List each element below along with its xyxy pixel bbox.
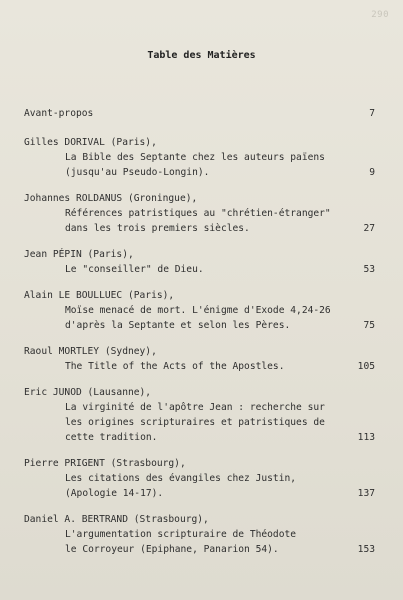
toc-entry-description-line: La virginité de l'apôtre Jean : recherche sur: [65, 402, 325, 413]
toc-entry: [24, 191, 375, 236]
toc-entry: [24, 456, 375, 501]
toc-entry-description-line: Références patristiques au "chrétien-étranger": [65, 208, 331, 219]
toc-entry-page-number: 27: [363, 223, 375, 234]
toc-entry-author: Jean PÉPIN (Paris),: [24, 249, 134, 260]
toc-entry-description-line: le Corroyeur (Epiphane, Panarion 54).: [65, 544, 279, 555]
toc-entry-author: Pierre PRIGENT (Strasbourg),: [24, 458, 186, 469]
toc-entry-description-line: (Apologie 14-17).: [65, 488, 164, 499]
toc-entry-page-number: 75: [363, 320, 375, 331]
toc-entry-author: Eric JUNOD (Lausanne),: [24, 387, 152, 398]
toc-entry-author: Johannes ROLDANUS (Groningue),: [24, 193, 198, 204]
toc-entry-page-number: 137: [357, 488, 375, 499]
toc-entry-author: Alain LE BOULLUEC (Paris),: [24, 290, 175, 301]
toc-entry-page-number: 113: [357, 432, 375, 443]
toc-entry: [24, 106, 375, 121]
toc-entry-description-line: Moïse menacé de mort. L'énigme d'Exode 4,24-26: [65, 305, 331, 316]
toc-entry: [24, 135, 375, 180]
toc-entry-page-number: 9: [369, 167, 375, 178]
toc-entry: [24, 385, 375, 445]
toc-entry-description-line: dans les trois premiers siècles.: [65, 223, 250, 234]
toc-entry-page-number: 7: [369, 108, 375, 119]
toc-entry-title: Avant-propos: [24, 108, 94, 119]
toc-entry-description-line: Le "conseiller" de Dieu.: [65, 264, 204, 275]
toc-entry-description-line: les origines scripturaires et patristiques de: [65, 417, 325, 428]
toc-entry-page-number: 105: [357, 361, 375, 372]
toc-entry-description-line: cette tradition.: [65, 432, 158, 443]
toc-entry-author: Gilles DORIVAL (Paris),: [24, 137, 157, 148]
toc-entry-description-line: Les citations des évangiles chez Justin,: [65, 473, 297, 484]
toc-entry: [24, 288, 375, 333]
header-page-number: 290: [371, 10, 389, 20]
toc-entry-author: Raoul MORTLEY (Sydney),: [24, 346, 157, 357]
toc-entry-author: Daniel A. BERTRAND (Strasbourg),: [24, 514, 209, 525]
table-of-contents: [24, 106, 375, 568]
toc-entry-page-number: 53: [363, 264, 375, 275]
toc-entry-description-line: L'argumentation scripturaire de Théodote: [65, 529, 297, 540]
page-title: Table des Matières: [147, 50, 256, 61]
toc-entry-description-line: (jusqu'au Pseudo-Longin).: [65, 167, 210, 178]
toc-entry: [24, 344, 375, 374]
toc-entry-description-line: La Bible des Septante chez les auteurs païens: [65, 152, 325, 163]
toc-entry: [24, 512, 375, 557]
toc-entry-description-line: d'après la Septante et selon les Pères.: [65, 320, 291, 331]
toc-entry-page-number: 153: [357, 544, 375, 555]
toc-entry-description-line: The Title of the Acts of the Apostles.: [65, 361, 285, 372]
toc-entry: [24, 247, 375, 277]
